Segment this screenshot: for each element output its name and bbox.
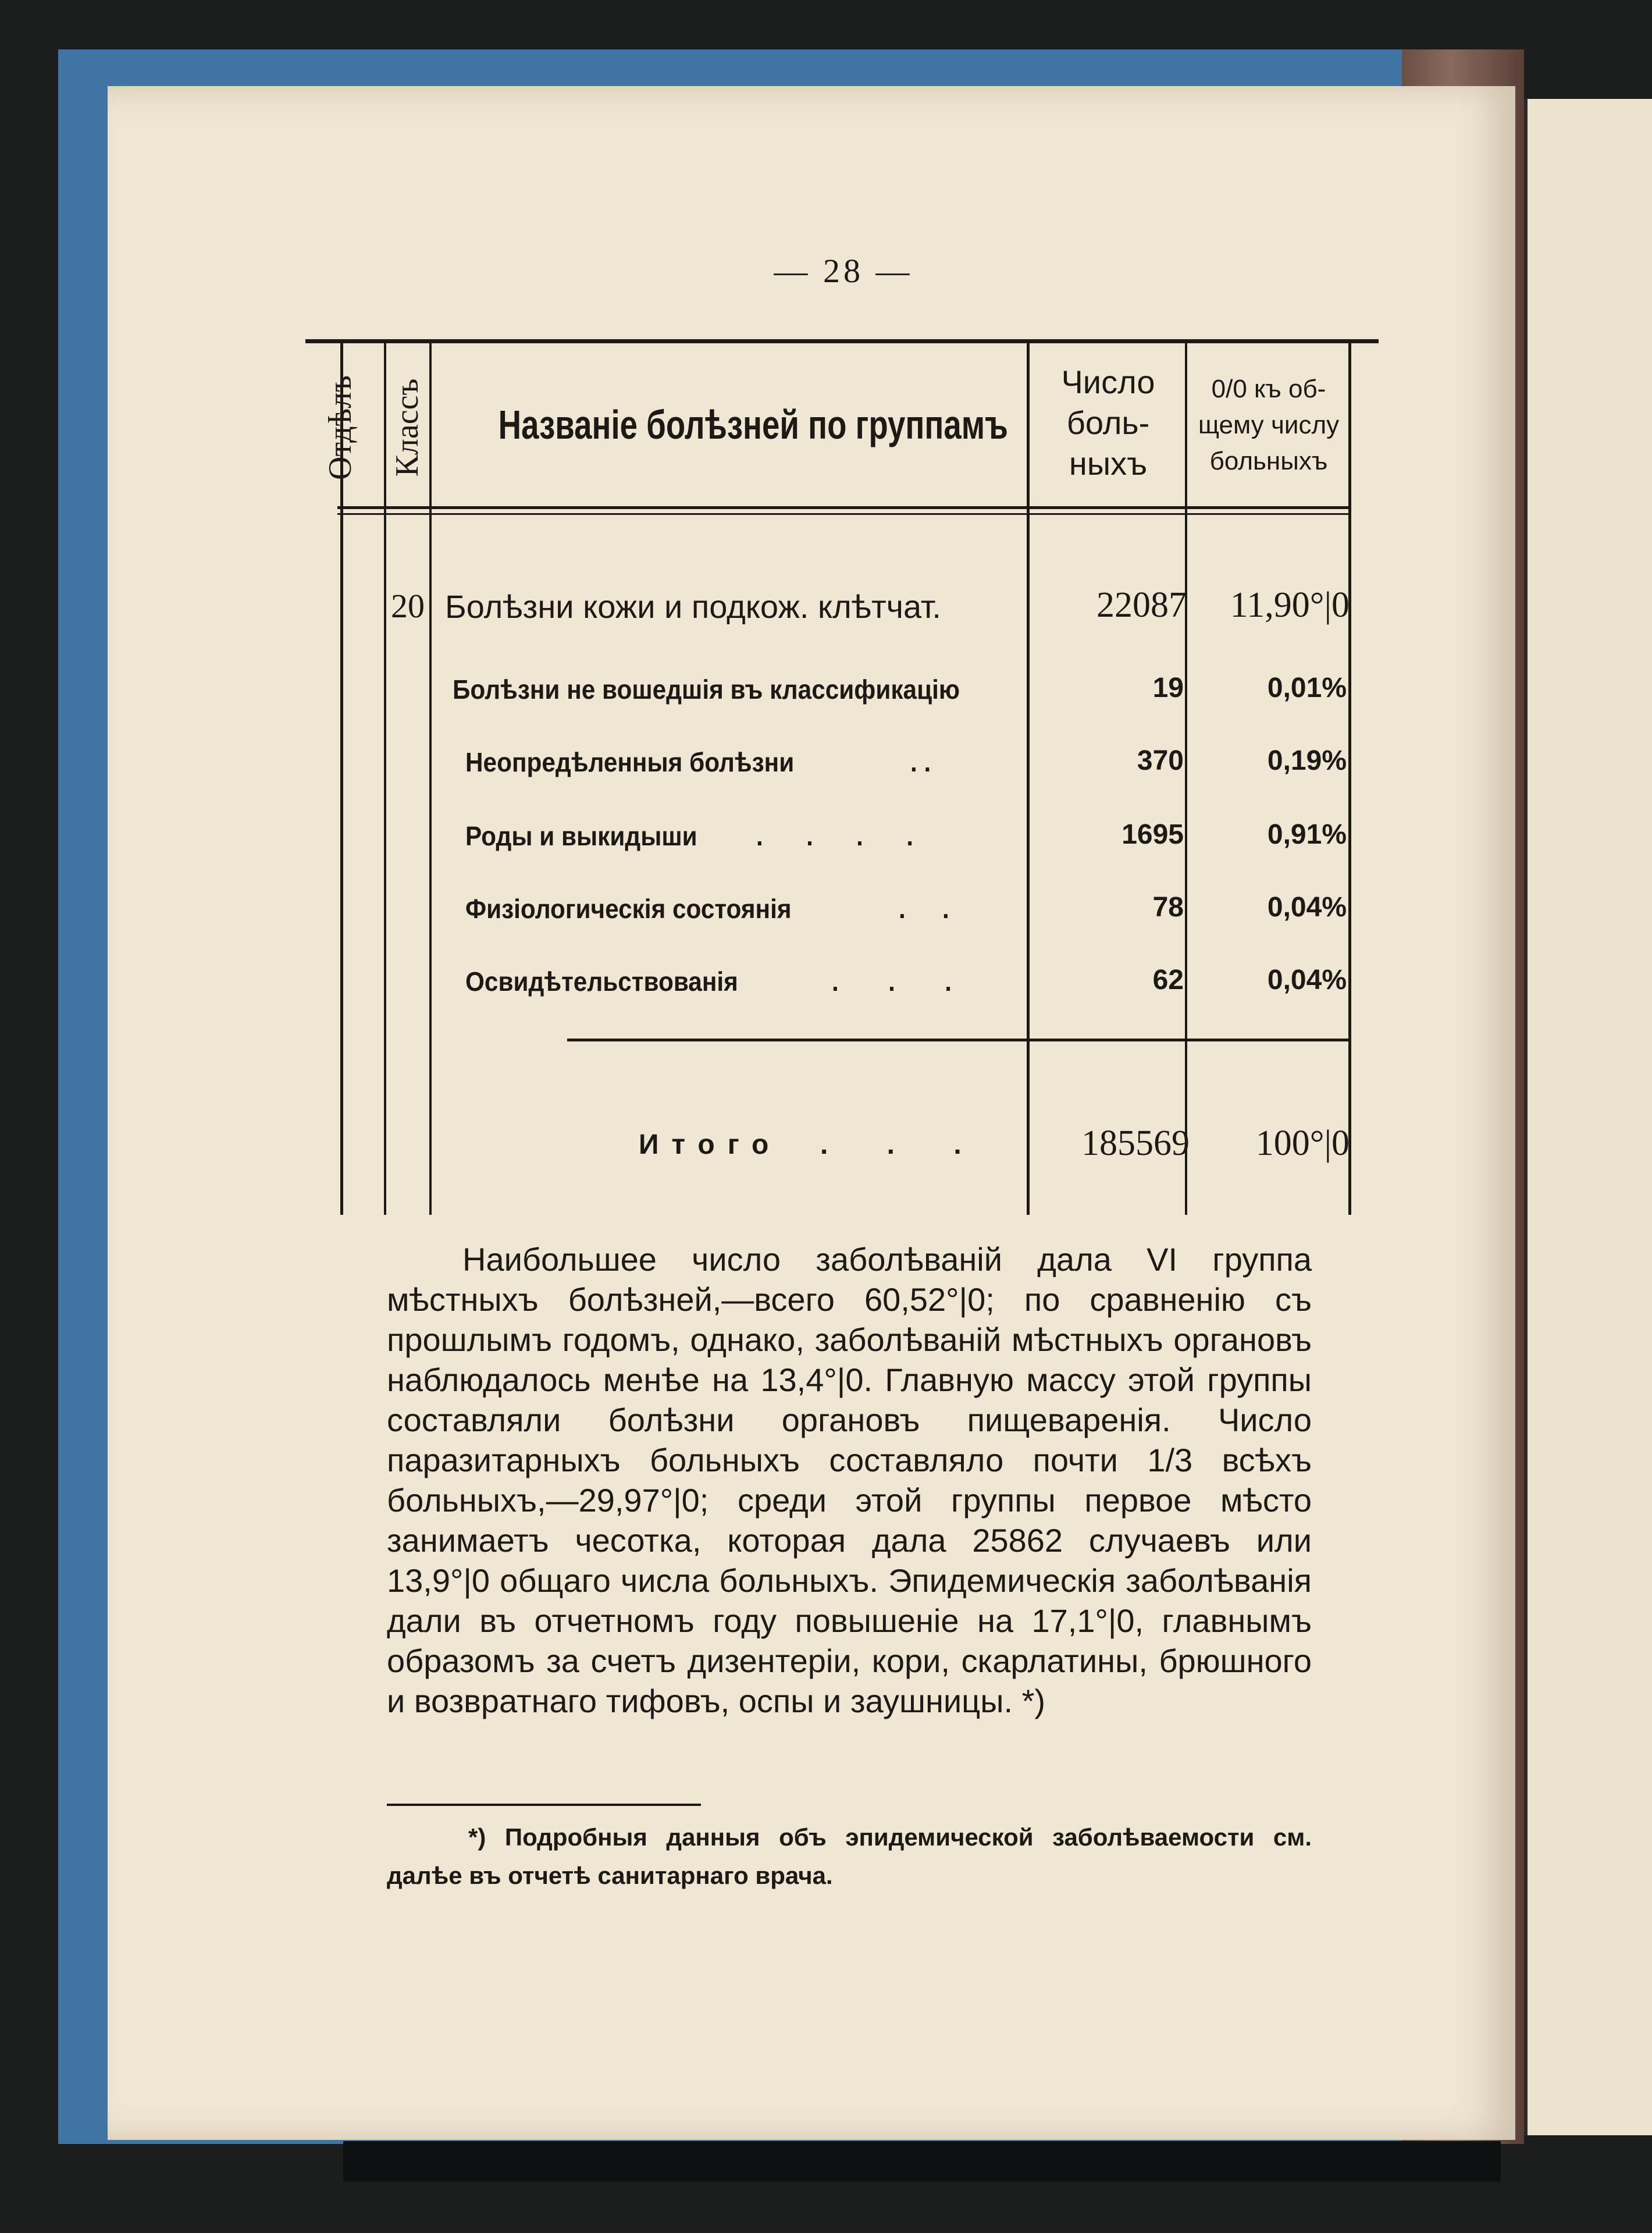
table-row-percent: 0,19% bbox=[1267, 745, 1347, 776]
footnote-text: *) Подробныя данныя объ эпидемической заболѣваемости см. далѣе въ отчетѣ санитарнаго врача. bbox=[387, 1823, 1312, 1889]
header-count bbox=[1030, 362, 1187, 484]
header-class: Классъ bbox=[389, 378, 425, 477]
total-percent: 100°|0 bbox=[1255, 1123, 1350, 1163]
table-row-label: Болѣзни не вошедшія въ классификацію bbox=[453, 674, 960, 705]
table-row-label: Освидѣтельствованія bbox=[465, 966, 738, 997]
bottom-shadow bbox=[343, 2141, 1501, 2182]
dot-leader: . . . . bbox=[756, 821, 932, 851]
total-label: Итого bbox=[639, 1129, 782, 1160]
page-number: — 28 — bbox=[774, 252, 913, 290]
header-percent bbox=[1187, 371, 1351, 479]
table-col-rule-2 bbox=[384, 339, 386, 1215]
header-percent-line-1: 0/0 къ об- bbox=[1211, 375, 1326, 403]
header-section: Отдѣлъ bbox=[322, 375, 358, 480]
header-percent-line-3: больныхъ bbox=[1209, 447, 1328, 475]
table-total-rule bbox=[567, 1039, 1350, 1041]
body-paragraph bbox=[387, 1239, 1312, 1721]
table-row-percent: 0,91% bbox=[1267, 819, 1347, 850]
table-row-count: 19 bbox=[1152, 673, 1184, 703]
body-paragraph-text: Наибольшее число заболѣваній дала VI группа мѣстныхъ болѣзней,—всего 60,52°|0; по сравненію съ прошлымъ годомъ, однако, заболѣваній мѣстныхъ органовъ наблюдалось менѣе на 13,4°|0. Главную массу этой группы составляли болѣзни органовъ пищеваренія. Число паразитарныхъ больныхъ составляло почти 1/3 всѣхъ больныхъ,—29,97°|0; среди этой группы первое мѣсто занимаетъ чесотка, которая дала 25862 случаевъ или 13,9°|0 общаго числа больныхъ. Эпидемическія заболѣванія дали въ отчетномъ году повышеніе на 17,1°|0, главнымъ образомъ за счетъ дизентеріи, кори, скарлатины, брюшного и возвратнаго тифовъ, оспы и заушницы. *) bbox=[387, 1241, 1312, 1719]
header-count-line-3: ныхъ bbox=[1069, 445, 1148, 482]
table-row-label: Физіологическія состоянія bbox=[465, 894, 792, 924]
table-row-count: 62 bbox=[1152, 965, 1184, 995]
footnote bbox=[387, 1818, 1312, 1895]
table-row-percent: 0,04% bbox=[1267, 965, 1347, 995]
table-row-count: 1695 bbox=[1121, 819, 1184, 850]
dot-leader: . . . bbox=[832, 966, 973, 997]
table-header-rule-2 bbox=[337, 513, 1350, 515]
table-row-label: Неопредѣленныя болѣзни bbox=[465, 747, 795, 777]
table-row-label: Болѣзни кожи и подкож. клѣтчат. bbox=[445, 588, 941, 625]
header-percent-line-2: щему числу bbox=[1198, 411, 1340, 439]
table-top-rule bbox=[305, 339, 1379, 343]
dot-leader: . . bbox=[910, 747, 931, 777]
total-leader: . . . bbox=[820, 1129, 987, 1160]
table-header-rule bbox=[337, 506, 1350, 509]
header-count-line-2: боль- bbox=[1066, 404, 1150, 441]
table-row-percent: 11,90°|0 bbox=[1230, 585, 1350, 625]
row-class-number: 20 bbox=[391, 587, 425, 625]
table-row-percent: 0,04% bbox=[1267, 892, 1347, 923]
header-title: Названіе болѣзней по группамъ bbox=[498, 402, 1008, 447]
footnote-rule bbox=[387, 1804, 701, 1806]
table-row-count: 370 bbox=[1137, 745, 1184, 776]
table-row-label: Роды и выкидыши bbox=[465, 821, 697, 851]
table-row-count: 78 bbox=[1152, 892, 1184, 923]
table-row-count: 22087 bbox=[1096, 585, 1187, 625]
facing-page-edge bbox=[1524, 99, 1652, 2135]
total-count: 185569 bbox=[1081, 1123, 1190, 1163]
table-col-rule-3 bbox=[429, 339, 432, 1215]
dot-leader: . . bbox=[899, 894, 964, 924]
header-count-line-1: Число bbox=[1061, 364, 1155, 400]
table-row-percent: 0,01% bbox=[1267, 673, 1347, 703]
